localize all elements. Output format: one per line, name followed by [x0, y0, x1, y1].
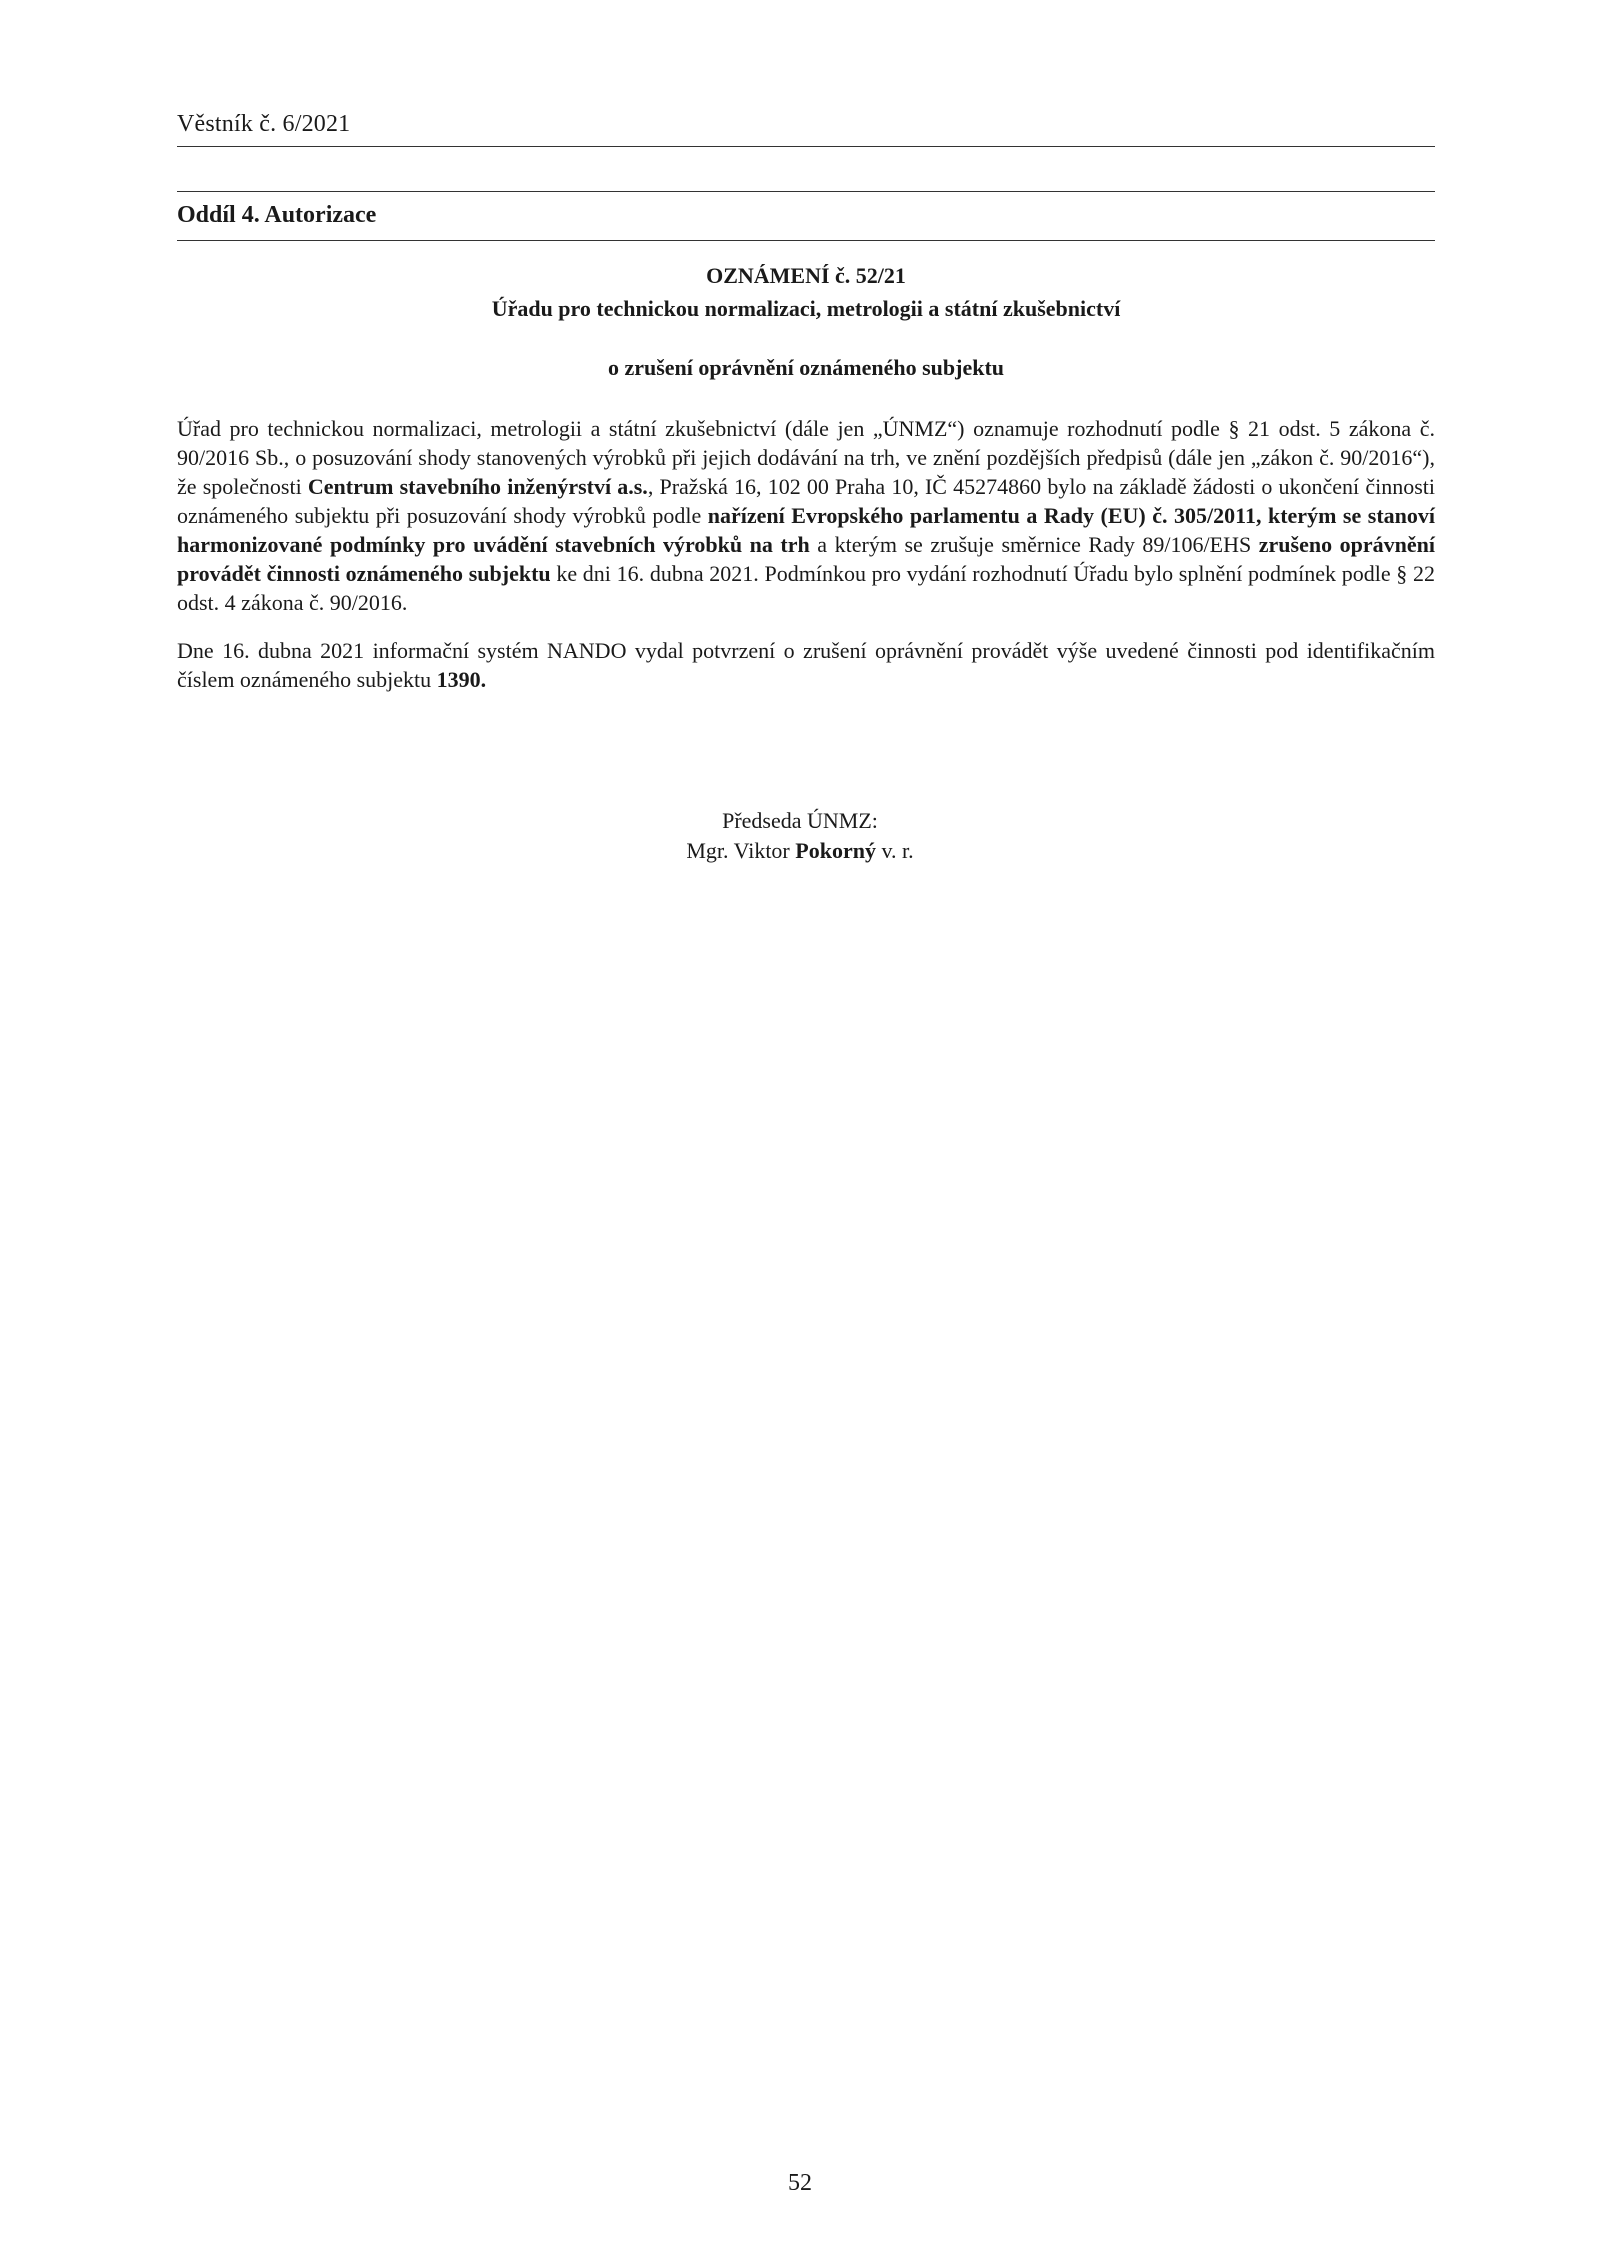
body-paragraph-nando [177, 636, 1435, 694]
notice-number: OZNÁMENÍ č. 52/21 [706, 263, 906, 288]
signature-name [550, 836, 1050, 866]
signature-role: Předseda ÚNMZ: [722, 808, 878, 833]
page-number: 52 [788, 2170, 812, 2196]
section-title: Oddíl 4. Autorizace [177, 202, 377, 228]
paragraph-text: ke dni 16. dubna 2021. Podmínkou pro vydání rozhodnutí Úřadu bylo splnění podmínek podle § 22 odst. 4 zákona č. 90/2016. [177, 561, 1435, 615]
company-name: Centrum stavebního inženýrství a.s. [307, 474, 648, 499]
notified-body-id: 1390. [436, 667, 487, 692]
header-rule [177, 146, 1435, 147]
signer-suffix: v. r. [875, 838, 914, 863]
signer-surname: Pokorný [795, 838, 876, 863]
section-bottom-rule [177, 240, 1435, 241]
paragraph-text: Úřad pro technickou normalizaci, metrologii a státní zkušebnictví (dále jen „ÚNMZ“) oznamuje rozhodnutí podle § 21 odst. 5 zákona č. 90/2016 Sb., o posuzování shody stanovených výrobků při jejich dodávání na trh, ve znění pozdějších předpisů (dále jen „zákon č. 90/2016“), že společnosti [177, 416, 1435, 499]
notice-issuer: Úřadu pro technickou normalizaci, metrologii a státní zkušebnictví [491, 296, 1121, 321]
running-header: Věstník č. 6/2021 [177, 111, 351, 137]
body-paragraph-decision [177, 414, 1435, 617]
paragraph-text: Dne 16. dubna 2021 informační systém NANDO vydal potvrzení o zrušení oprávnění provádět výše uvedené činnosti pod identifikačním číslem oznámeného subjektu [177, 638, 1435, 692]
paragraph-text: a kterým se zrušuje směrnice Rady 89/106/EHS [809, 532, 1259, 557]
notice-subject: o zrušení oprávnění oznámeného subjektu [607, 355, 1005, 380]
decision-statement: zrušeno oprávnění provádět činnosti oznámeného subjektu [177, 532, 1435, 586]
paragraph-text: , Pražská 16, 102 00 Praha 10, IČ 45274860 bylo na základě žádosti o ukončení činnosti oznámeného subjektu při posuzování shody výrobků podle [177, 474, 1435, 528]
section-top-rule [177, 191, 1435, 192]
regulation-reference: nařízení Evropského parlamentu a Rady (EU) č. 305/2011, kterým se stanoví harmonizované podmínky pro uvádění stavebních výrobků na trh [177, 503, 1435, 557]
signer-prefix: Mgr. Viktor [686, 838, 796, 863]
